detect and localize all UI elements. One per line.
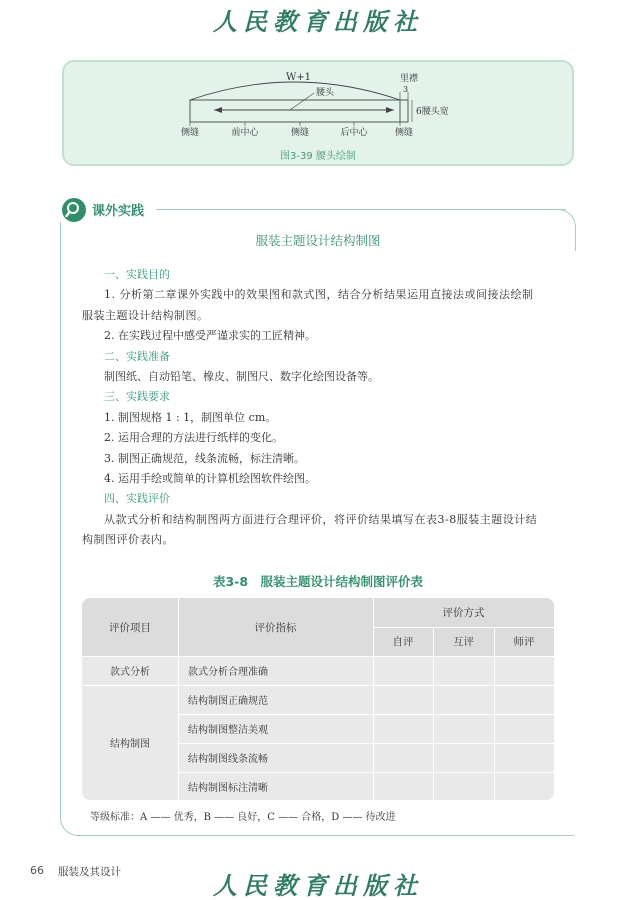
bottom-label-4: 侧缝 (394, 128, 414, 138)
paragraph-line: 从款式分析和结构制图两方面进行合理评价，将评价结果填写在表3-8服装主题设计结 (104, 512, 538, 526)
grade-standard: 等级标准：A —— 优秀，B —— 良好，C —— 合格，D —— 待改进 (90, 812, 396, 823)
paragraph-line: 构制图评价表内。 (82, 533, 174, 547)
section-bottom-line (78, 835, 574, 836)
paragraph-line: 1. 制图规格 1 : 1，制图单位 cm。 (104, 410, 277, 424)
row-index: 结构制图整洁美观 (188, 725, 268, 736)
practice-content (82, 265, 562, 550)
header-method: 评价方式 (373, 598, 554, 627)
label-lijin: 里襟 (400, 74, 419, 84)
magnifier-icon (62, 198, 86, 222)
table-title: 表3-8 服装主题设计结构制图评价表 (212, 574, 424, 589)
evaluation-table (82, 598, 554, 800)
practice-subtitle: 服装主题设计结构制图 (255, 233, 381, 248)
header-teacher: 师评 (494, 627, 554, 656)
bottom-label-1: 前中心 (231, 128, 259, 138)
label-yaotou: 腰头 (316, 88, 335, 98)
figure-waistband (62, 60, 574, 166)
publisher-logo-bottom: 人民教育出版社 (213, 871, 423, 900)
paragraph-line: 1. 分析第二章课外实践中的效果图和款式图，结合分析结果运用直接法或间接法绘制 (104, 288, 534, 302)
bottom-label-3: 后中心 (340, 128, 368, 138)
paragraph-line: 4. 运用手绘或简单的计算机绘图软件绘图。 (104, 471, 316, 485)
row-index: 结构制图线条流畅 (188, 754, 268, 765)
figure-caption: 图3-39 腰头绘制 (280, 151, 356, 162)
paragraph-line: 制图纸、自动铅笔、橡皮、制图尺、数字化绘图设备等。 (104, 369, 379, 383)
row-item-style: 款式分析 (110, 667, 150, 678)
label-width: 6腰头宽 (416, 107, 449, 117)
section-divider (156, 209, 566, 210)
label-lijin-num: 3 (403, 85, 409, 94)
bottom-label-2: 侧缝 (290, 128, 310, 138)
page-number: 66 (30, 864, 44, 877)
paragraph-line: 3. 制图正确规范，线条流畅，标注清晰。 (104, 451, 305, 465)
label-w1: W+1 (286, 72, 312, 83)
row-index: 结构制图正确规范 (188, 696, 268, 707)
row-index: 结构制图标注清晰 (188, 782, 268, 794)
heading-purpose: 一、实践目的 (104, 268, 170, 281)
bottom-label-0: 侧缝 (180, 128, 200, 138)
heading-preparation: 二、实践准备 (104, 349, 170, 363)
paragraph-line: 2. 在实践过程中感受严谨求实的工匠精神。 (104, 329, 316, 343)
row-index: 款式分析合理准确 (188, 667, 268, 678)
heading-evaluation: 四、实践评价 (104, 492, 170, 506)
publisher-logo-top: 人民教育出版社 (213, 7, 423, 36)
section-title: 课外实践 (92, 204, 145, 219)
heading-requirements: 三、实践要求 (104, 390, 170, 404)
row-item-structure: 结构制图 (110, 739, 150, 750)
section-left-bracket (60, 222, 80, 836)
book-title: 服装及其设计 (58, 866, 121, 878)
paragraph-line: 服装主题设计结构制图。 (82, 308, 209, 322)
paragraph-line: 2. 运用合理的方法进行纸样的变化。 (104, 431, 283, 445)
header-self: 自评 (373, 627, 433, 656)
header-peer: 互评 (433, 627, 494, 656)
header-item: 评价项目 (82, 598, 178, 656)
header-index: 评价指标 (178, 598, 373, 656)
w-arc (190, 82, 400, 100)
